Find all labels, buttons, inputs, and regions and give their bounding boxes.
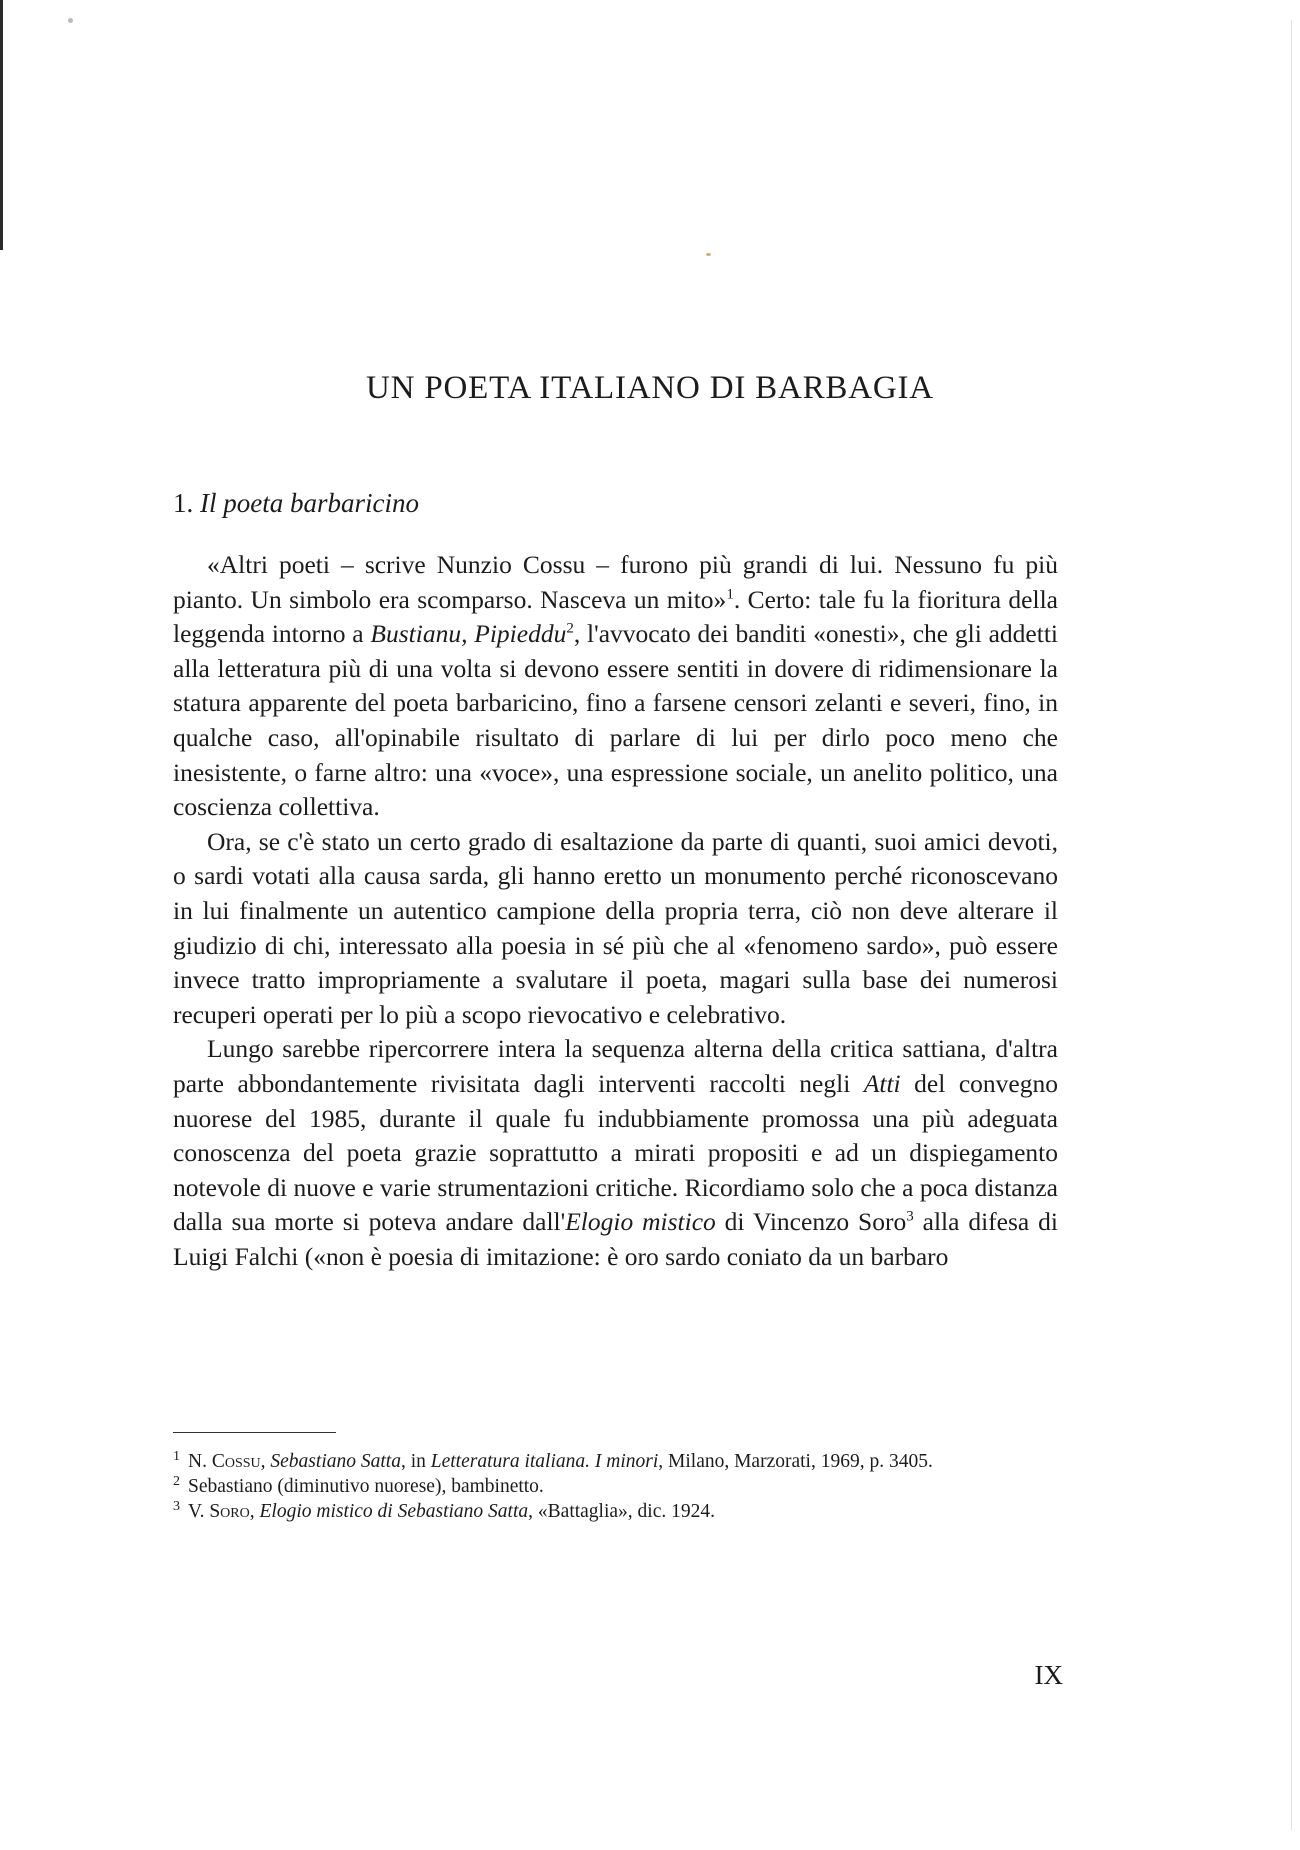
paragraph: [173, 825, 1058, 1033]
paragraph-text: , l'avvocato dei banditi «onesti», che gli addetti alla letteratura più di una volta si devono essere sentiti in dovere di ridimensionare la statura apparente del poeta barbaricino, fino a farsene censori zelanti e severi, fino, in qualche caso, all'opinabile risultato di parlare di lui per dirlo poco meno che inesistente, o farne altro: una «voce», una espressione sociale, un anelito politico, una coscienza collettiva.: [173, 619, 1058, 822]
footnote-italic: Letteratura italiana. I minori: [430, 1451, 659, 1472]
footnote: [173, 1498, 1058, 1523]
footnote-text: ,: [249, 1501, 260, 1522]
scan-speck: [706, 253, 711, 256]
footnote: [173, 1448, 1058, 1473]
footnotes: [173, 1448, 1058, 1526]
paragraph-text: . Certo: tale fu la fioritura della leggenda intorno a: [173, 584, 1058, 649]
footnote-author: Cossu: [211, 1451, 261, 1472]
paragraph: [173, 548, 1058, 825]
footnote-text: , Milano, Marzorati, 1969, p. 3405.: [658, 1451, 933, 1472]
footnote-text: ,: [260, 1451, 271, 1472]
footnote: [173, 1473, 1058, 1498]
paragraph-text: Lungo sarebbe ripercorrere intera la sequenza alterna della critica sattiana, d'altra parte abbondantemente rivisitata dagli interventi raccolti negli: [173, 1034, 1058, 1098]
footnote-italic: Sebastiano Satta: [270, 1451, 401, 1472]
footnote-italic: Elogio mistico di Sebastiano Satta: [259, 1501, 529, 1522]
paragraph-text: alla difesa di Luigi Falchi («non è poesia di imitazione: è oro sardo coniato da un barbaro: [173, 1207, 1058, 1271]
footnote-number: 3: [173, 1498, 180, 1514]
footnote-text: N.: [188, 1451, 212, 1472]
footnote-ref: 3: [906, 1208, 914, 1225]
paragraph-italic: Atti: [863, 1068, 901, 1098]
footnote-number: 2: [173, 1473, 180, 1489]
scan-edge-left: [0, 0, 3, 250]
chapter-title: UN POETA ITALIANO DI BARBAGIA: [366, 370, 934, 406]
paragraph-text: del convegno nuorese del 1985, durante il quale fu indubbiamente promossa una più adeguata conoscenza del poeta grazie soprattutto a mirati propositi e ad un dispiegamento notevole di nuove e varie strumentazioni critiche. Ricordiamo solo che a poca distanza dalla sua morte si poteva andare dall': [173, 1068, 1058, 1237]
footnote-author: Soro: [209, 1501, 250, 1522]
section-heading: [173, 488, 419, 519]
footnote-number: 1: [173, 1448, 180, 1464]
page-number: IX: [1034, 1660, 1063, 1690]
section-number: 1.: [173, 488, 194, 518]
footnote-text: V.: [188, 1501, 210, 1522]
paragraph: [173, 1032, 1058, 1274]
footnote-text: Sebastiano (diminutivo nuorese), bambinetto.: [188, 1476, 544, 1497]
section-title: Il poeta barbaricino: [200, 488, 419, 518]
paragraph-italic: Elogio mistico: [565, 1207, 716, 1237]
paragraph-text: Ora, se c'è stato un certo grado di esaltazione da parte di quanti, suoi amici devoti, o sardi votati alla causa sarda, gli hanno eretto un monumento perché riconoscevano in lui finalmente un autentico campione della propria terra, ciò non deve alterare il giudizio di chi, interessato alla poesia in sé più che al «fenomeno sardo», può essere invece tratto impropriamente a svalutare il poeta, magari sulla base dei numerosi recuperi operati per lo più a scopo rievocativo e celebrativo.: [173, 826, 1058, 1029]
paragraph-italic: Bustianu, Pipieddu: [370, 619, 567, 649]
footnote-text: , «Battaglia», dic. 1924.: [528, 1501, 715, 1522]
body-text: [173, 548, 1058, 1274]
paragraph-text: «Altri poeti – scrive Nunzio Cossu – furono più grandi di lui. Nessuno fu più pianto. Un simbolo era scomparso. Nasceva un mito»: [173, 550, 1058, 614]
footnote-rule: [173, 1432, 336, 1433]
paragraph-text: di Vincenzo Soro: [715, 1207, 907, 1237]
scan-speck: [68, 18, 73, 23]
footnote-ref: 1: [726, 586, 734, 603]
footnote-ref: 2: [566, 620, 574, 637]
scan-edge-right: [1291, 20, 1292, 1830]
footnote-text: , in: [400, 1451, 431, 1472]
